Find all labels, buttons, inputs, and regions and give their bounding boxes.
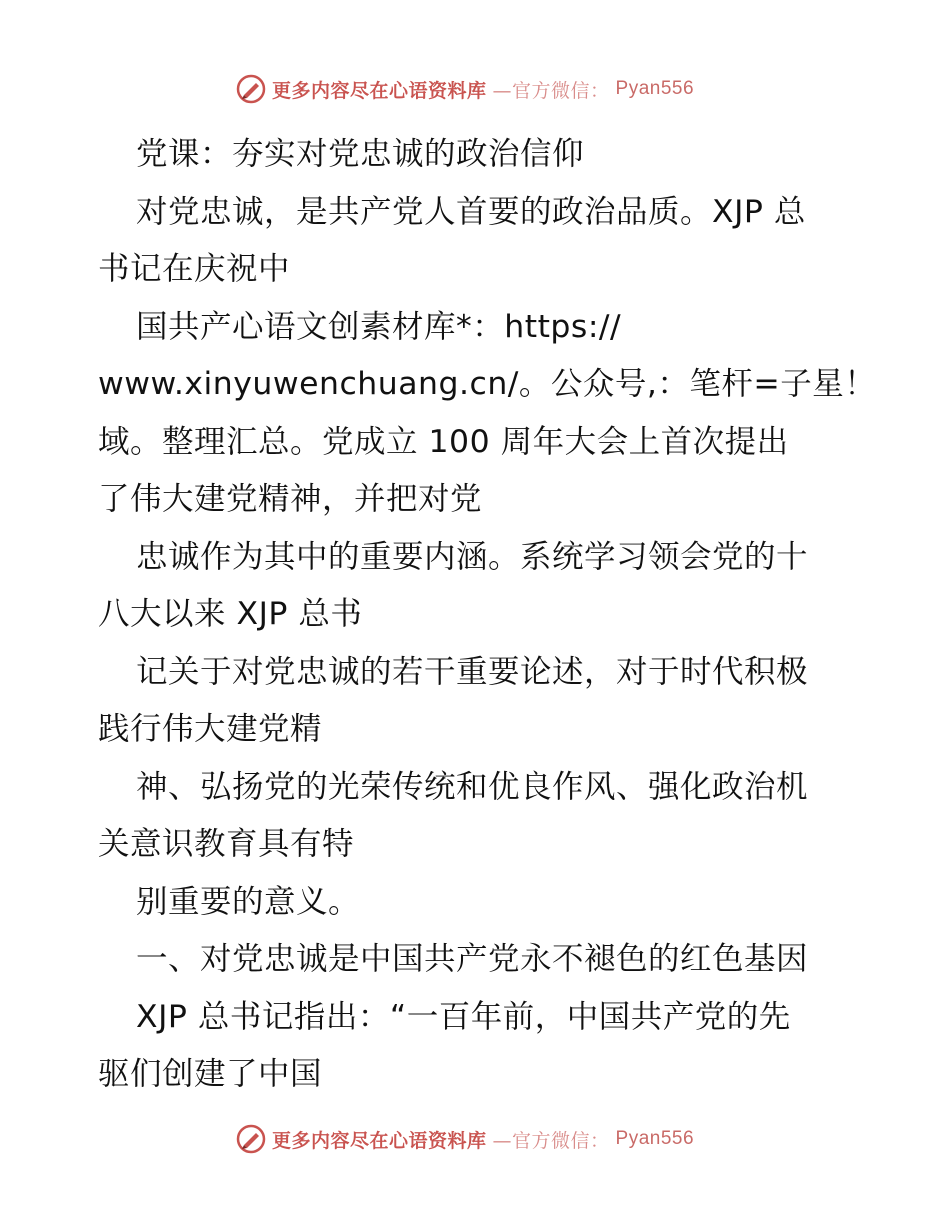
text-line: 了伟大建党精神，并把对党 [98,481,483,517]
text-line: 践行伟大建党精 [98,711,323,747]
text-line: 驱们创建了中国 [98,1056,323,1092]
text-line: 书记在庆祝中 [98,251,291,287]
footer-watermark [236,1122,694,1156]
text-line: www.xinyuwenchuang.cn/。公众号,：笔杆=子星！ [98,366,877,402]
text-line: 八大以来 XJP 总书 [98,596,363,632]
watermark-wechat-id: Pyan556 [615,78,695,99]
watermark-wechat-id: Pyan556 [615,1128,695,1149]
document-body [98,126,877,1104]
header-watermark [236,72,694,106]
text-line: XJP 总书记指出：“一百年前，中国共产党的先 [136,998,791,1035]
text-line: 关意识教育具有特 [98,826,355,862]
text-line: 忠诚作为其中的重要内涵。系统学习领会党的十 [136,538,809,575]
text-line: 域。整理汇总。党成立 100 周年大会上首次提出 [98,423,789,460]
watermark-label: —官方微信： [492,1129,610,1152]
text-line: 党课：夯实对党忠诚的政治信仰 [136,136,585,172]
pen-logo-icon [236,74,266,104]
pen-logo-icon [236,1124,266,1154]
text-line: 别重要的意义。 [136,883,361,920]
watermark-label: —官方微信： [492,79,610,102]
text-line: 一、对党忠诚是中国共产党永不褪色的红色基因 [136,941,809,977]
text-line: 对党忠诚，是共产党人首要的政治品质。XJP 总 [136,193,806,230]
watermark-brand: 更多内容尽在心语资料库 [272,1129,487,1152]
text-line: 国共产心语文创素材库*：https:// [136,308,622,345]
text-line: 神、弘扬党的光荣传统和优良作风、强化政治机 [136,768,809,805]
text-line: 记关于对党忠诚的若干重要论述，对于时代积极 [136,653,809,690]
watermark-brand: 更多内容尽在心语资料库 [272,79,487,102]
